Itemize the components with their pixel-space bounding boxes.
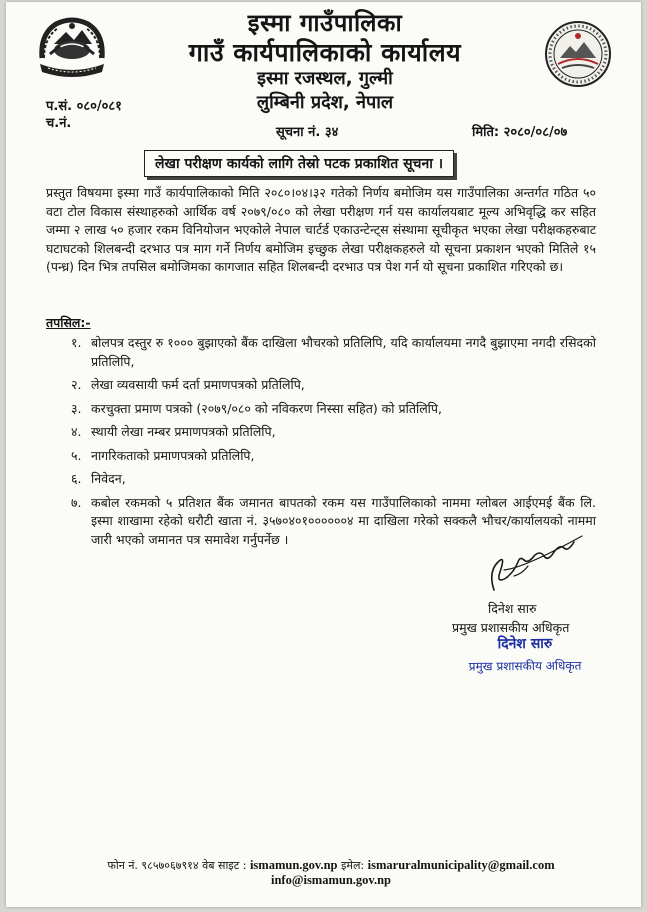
signatory-title: प्रमुख प्रशासकीय अधिकृत	[452, 620, 570, 635]
list-item-number: २.	[71, 377, 82, 392]
header-province: लुम्बिनी प्रदेश, नेपाल	[256, 92, 394, 113]
signatory-name: दिनेश सारु	[488, 601, 537, 616]
list-item	[46, 470, 596, 489]
header-address: इस्मा रजस्थल, गुल्मी	[257, 68, 393, 89]
office-header	[106, 8, 544, 115]
list-item-text: स्थायी लेखा नम्बर प्रमाणपत्रको प्रतिलिपि,	[91, 424, 276, 439]
list-item	[46, 447, 596, 466]
footer-phone: फोन नं. ९८५७०६७९१४	[107, 859, 199, 872]
header-office-name: गाउँ कार्यपालिकाको कार्यालय	[188, 38, 462, 67]
footer-email-link[interactable]: ismaruralmunicipality@gmail.com	[367, 858, 555, 872]
notice-number: सूचना नं. ३४	[276, 125, 339, 140]
footer-website-label: वेब साइट :	[202, 859, 247, 872]
footer-website-link[interactable]: ismamun.gov.np	[249, 858, 338, 872]
list-item	[46, 400, 596, 419]
header-municipality-name: इस्मा गाउँपालिका	[247, 9, 403, 37]
notice-page	[6, 2, 641, 907]
dispatch-number: च.नं.	[46, 116, 72, 131]
list-item	[46, 376, 596, 395]
list-item-text: नागरिकताको प्रमाणपत्रको प्रतिलिपि,	[91, 447, 255, 463]
reference-block	[46, 98, 122, 132]
letter-number: प.सं. ०८०/०८१	[46, 99, 122, 114]
signature-icon	[484, 532, 586, 594]
list-item-text: करचुक्ता प्रमाण पत्रको (२०७९/०८० को नविकरण निस्सा सहित) को प्रतिलिपि,	[91, 400, 442, 416]
list-item-number: ७.	[71, 494, 82, 510]
notice-date: मिति: २०८०/०८/०७	[472, 125, 568, 140]
list-item-number: ६.	[71, 471, 82, 486]
list-item	[46, 334, 596, 371]
footer-email-link-2[interactable]: info@ismamun.gov.np	[271, 873, 391, 887]
notice-body: प्रस्तुत विषयमा इस्मा गाउँ कार्यपालिकाको मिति २०८०।०४।३२ गतेको निर्णय बमोजिम यस गाउँपालिका अन्तर्गत गठित ५० वटा टोल विकास संस्थाहरुको आर्थिक वर्ष २०७९/०८० को लेखा परीक्षण गर्न यस कार्यालयबाट मूल्य अभिवृद्धि कर सहित जम्मा २ लाख ५० हजार रकम विनियोजन भएकोले नेपाल चार्टर्ड एकाउन्टेन्ट्स संस्थामा सूचीकृत भएका लेखा परीक्षकहरुबाट घटाघटको शिलबन्दी दरभाउ पत्र माग गर्ने निर्णय बमोजिम इच्छुक लेखा परीक्षकहरुले यो सूचना प्रकाशन भएको मितिले १५ (पन्ध्र) दिन भित्र तपसिल बमोजिमका कागजात सहित शिलबन्दी दरभाउ पत्र पेश गर्न यो सूचना प्रकाशित गरिएको छ।	[46, 185, 596, 274]
nepal-emblem-icon	[36, 14, 108, 80]
footer-contact	[86, 858, 576, 888]
footer-line-2	[86, 873, 576, 888]
list-item	[46, 423, 596, 442]
list-item-number: १.	[71, 335, 82, 350]
official-stamp	[450, 633, 600, 676]
stamp-title: प्रमुख प्रशासकीय अधिकृत	[468, 658, 582, 674]
list-item-number: ५.	[71, 447, 82, 463]
footer-email-label: इमेल:	[340, 859, 365, 872]
list-item-number: ४.	[71, 424, 82, 439]
list-item-text: निवेदन,	[91, 471, 126, 486]
requirements-heading: तपसिल:-	[46, 315, 91, 330]
stamp-name: दिनेश सारु	[497, 635, 553, 653]
notice-title: लेखा परीक्षण कार्यको लागि तेस्रो पटक प्रकाशित सूचना ।	[144, 150, 454, 177]
footer-line-1	[86, 858, 576, 873]
list-item-text: बोलपत्र दस्तुर रु १००० बुझाएको बैंक दाखिला भौचरको प्रतिलिपि, यदि कार्यालयमा नगदै बुझाएमा नगदी रसिदको प्रतिलिपि,	[91, 335, 596, 369]
municipality-logo-icon	[544, 20, 612, 88]
requirements-list	[46, 334, 596, 554]
list-item-number: ३.	[71, 400, 82, 416]
list-item-text: कबोल रकमको ५ प्रतिशत बैंक जमानत बापतको रकम यस गाउँपालिकाको नाममा ग्लोबल आईएमई बैंक लि. इस्मा शाखामा रहेको धरौटी खाता नं. ३५७०४०१००००००४ मा दाखिला गरेको सक्कलै भौचर/कार्यालयको नाममा जारी भएको जमानत पत्र समावेश गर्नुपर्नेछ ।	[91, 494, 596, 547]
list-item-text: लेखा व्यवसायी फर्म दर्ता प्रमाणपत्रको प्रतिलिपि,	[91, 377, 305, 392]
